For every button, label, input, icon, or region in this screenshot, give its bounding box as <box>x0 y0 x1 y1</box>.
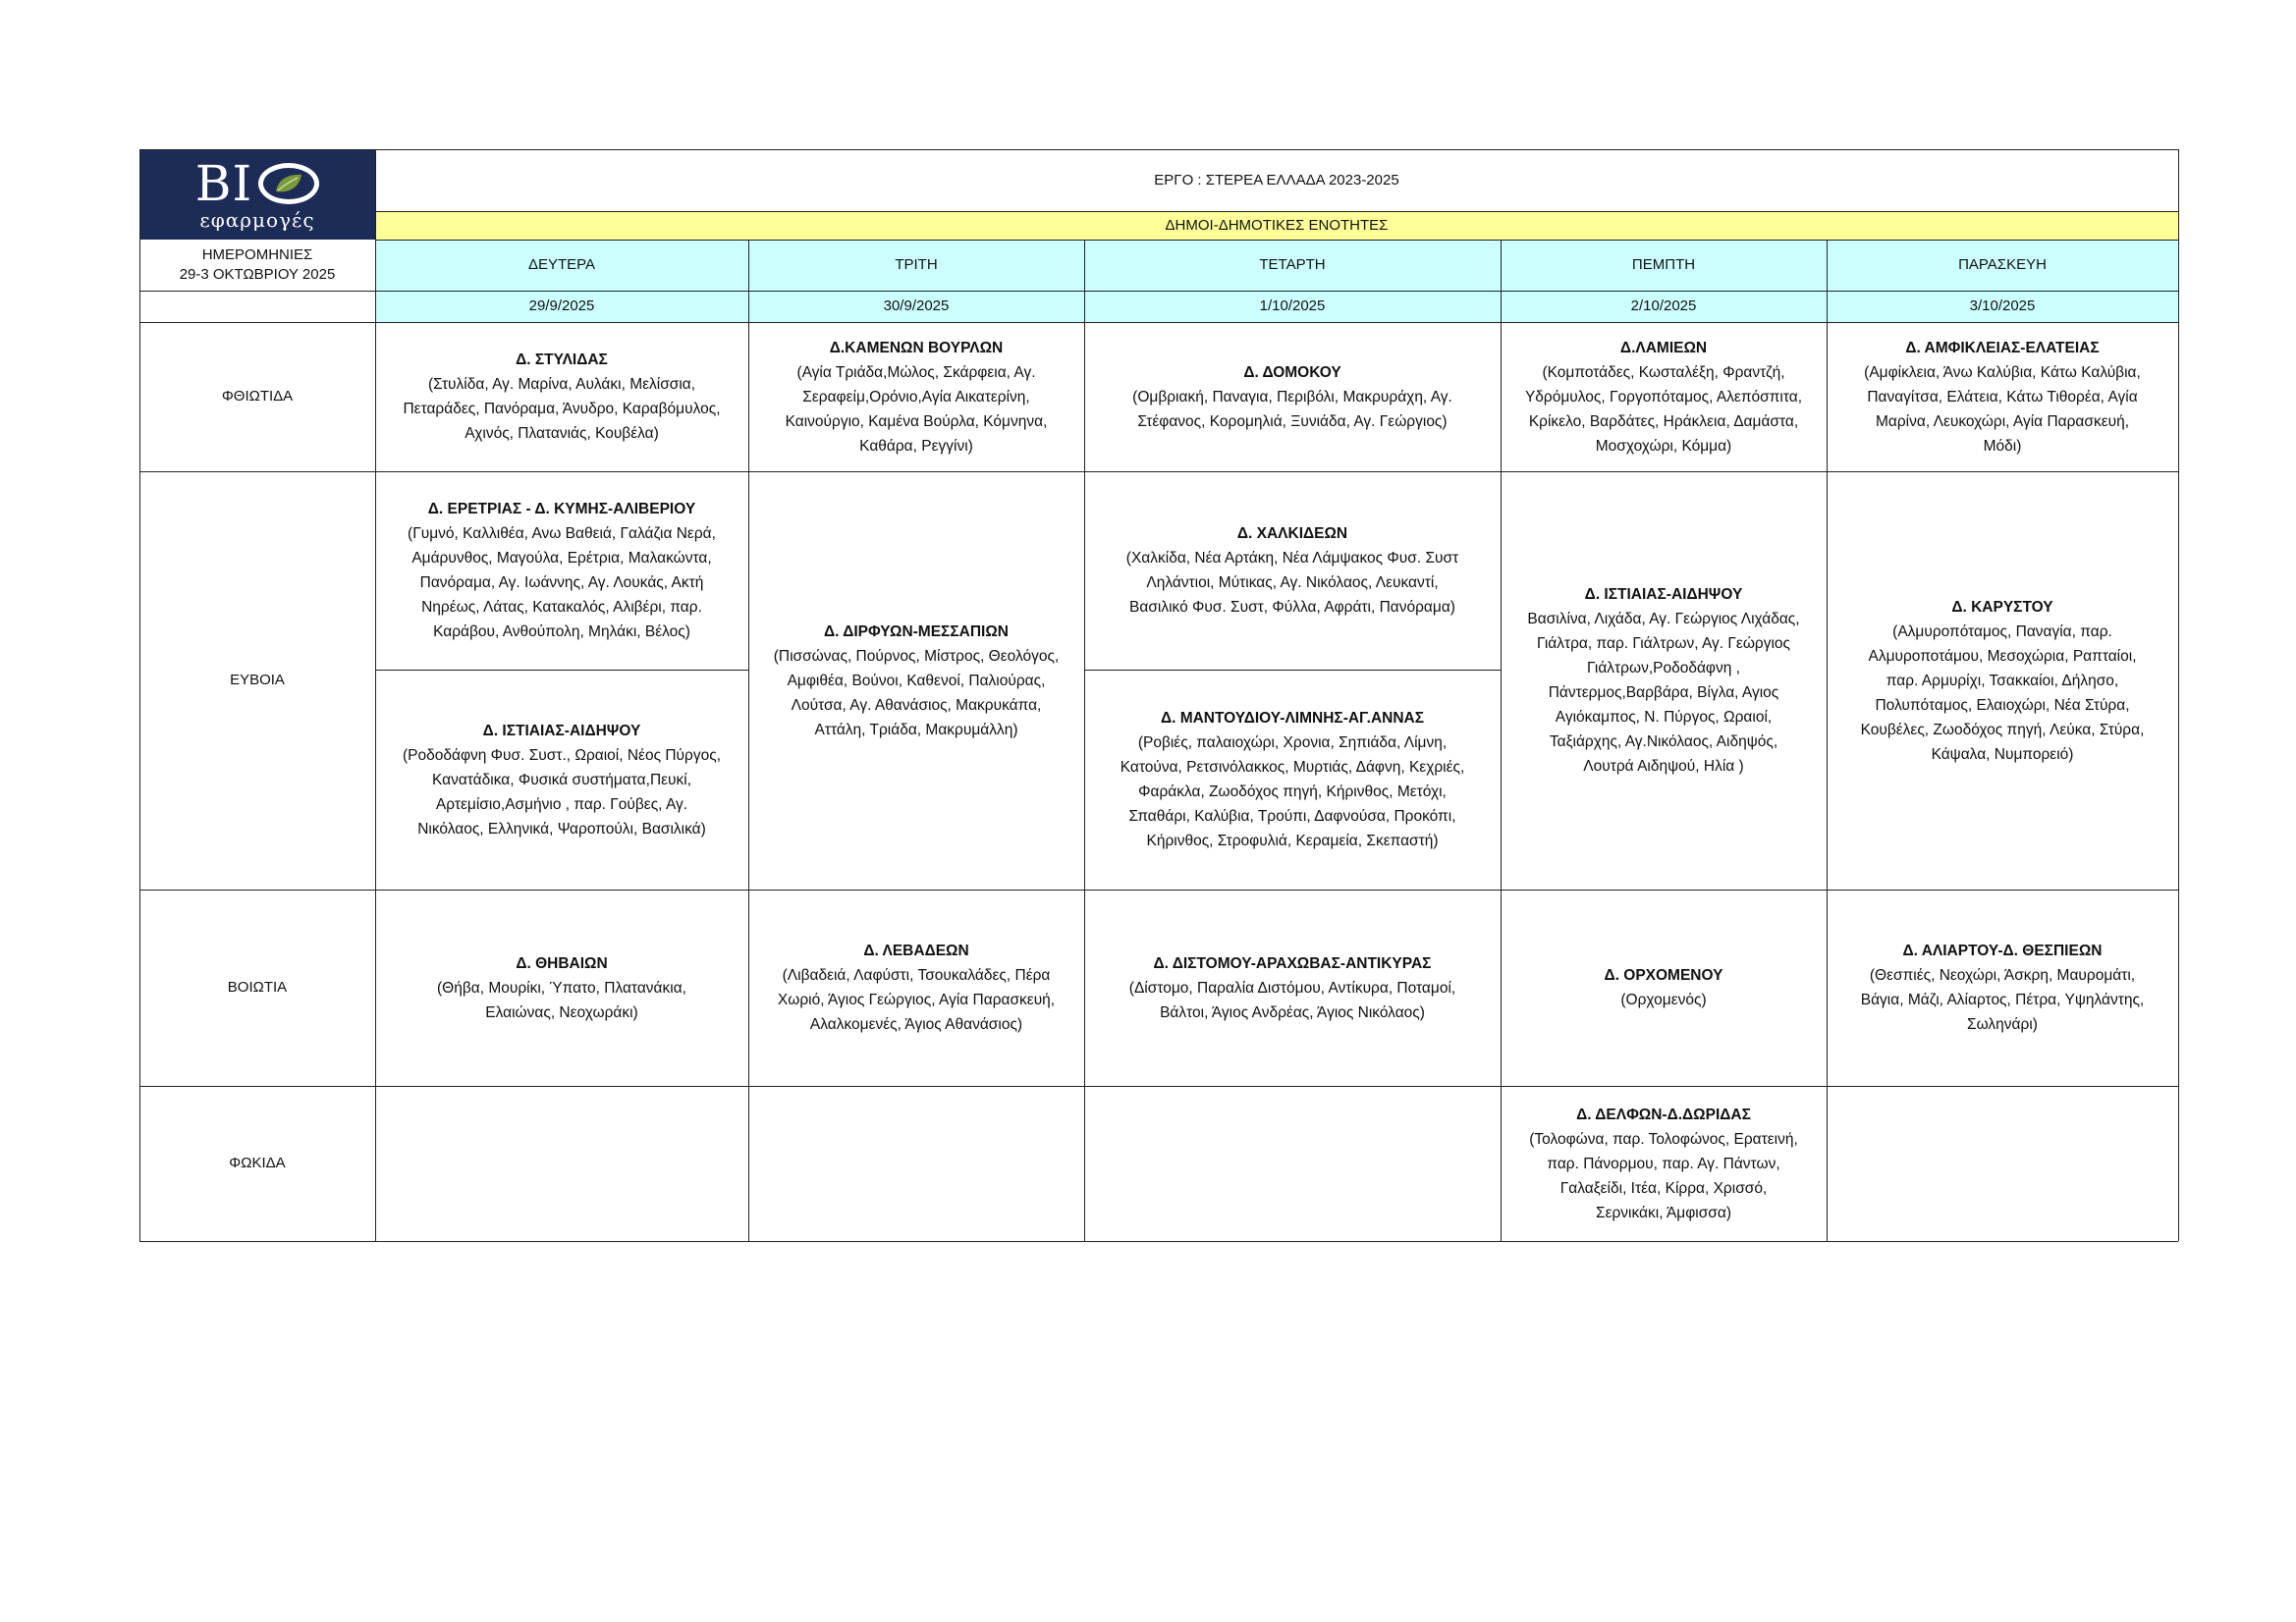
municipality-areas-line: (Γυμνό, Καλλιθέα, Ανω Βαθειά, Γαλάζια Νερά, <box>408 525 716 542</box>
municipality-title: Δ. ΚΑΡΥΣΤΟΥ <box>1951 598 2053 616</box>
municipality-title: Δ. ΛΕΒΑΔΕΩΝ <box>863 943 969 959</box>
municipality-areas-line: Καράβου, Ανθούπολη, Μηλάκι, Βέλος) <box>433 623 690 640</box>
municipality-title: Δ. ΔΟΜΟΚΟΥ <box>1243 363 1341 381</box>
grid-line <box>139 291 2178 292</box>
municipality-areas-line: (Θήβα, Μουρίκι, Ύπατο, Πλατανάκια, <box>437 979 686 997</box>
cell-evia-friday <box>1827 471 2178 890</box>
municipality-areas-line: Πεταράδες, Πανόραμα, Άνυδρο, Καραβόμυλος, <box>403 401 721 417</box>
municipality-areas-line: Βάλτοι, Άγιος Ανδρέας, Άγιος Νικόλαος) <box>1160 1003 1425 1021</box>
municipality-areas-line: Βάγια, Μάζι, Αλίαρτος, Πέτρα, Υψηλάντης, <box>1860 992 2145 1008</box>
municipality-areas-line: Αλμυροποτάμου, Μεσοχώρια, Ραπταίοι, <box>1868 647 2137 665</box>
municipality-areas-line: Νικόλαος, Ελληνικά, Ψαροπούλι, Βασιλικά) <box>417 820 706 838</box>
municipality-areas-line: Στέφανος, Κορομηλιά, Ξυνιάδα, Αγ. Γεώργιος) <box>1137 412 1448 430</box>
date-friday: 3/10/2025 <box>1969 297 2036 314</box>
municipality-areas-line: Αγιόκαμπος, Ν. Πύργος, Ωραιοί, <box>1555 709 1773 726</box>
region-fthiotida: ΦΘΙΩΤΙΔΑ <box>221 388 294 405</box>
cell-evia-monday-b <box>375 670 748 890</box>
municipality-areas-line: Σεραφείμ,Ορόνιο,Αγία Αικατερίνη, <box>802 388 1030 406</box>
municipality-areas-line: Κανατάδικα, Φυσικά συστήματα,Πευκί, <box>431 771 692 788</box>
municipality-title: Δ. ΔΙΡΦΥΩΝ-ΜΕΣΣΑΠΙΩΝ <box>824 622 1009 640</box>
municipality-areas-line: Πολυπόταμος, Ελαιοχώρι, Νέα Στύρα, <box>1875 696 2130 714</box>
grid-line <box>748 240 749 1241</box>
municipality-areas-line: (Ορχομενός) <box>1620 992 1707 1008</box>
municipality-title: Δ. ΑΜΦΙΚΛΕΙΑΣ-ΕΛΑΤΕΙΑΣ <box>1905 339 2100 356</box>
date-tuesday: 30/9/2025 <box>883 297 950 314</box>
municipality-areas-line: Ελαιώνας, Νεοχωράκι) <box>485 1003 638 1021</box>
cell-fthiotida-tuesday <box>748 322 1084 471</box>
municipality-title: Δ. ΔΕΛΦΩΝ-Δ.ΔΩΡΙΔΑΣ <box>1576 1106 1751 1123</box>
date-wednesday: 1/10/2025 <box>1259 297 1326 314</box>
municipality-areas-line: Λουτρά Αιδηψού, Ηλία ) <box>1583 758 1744 775</box>
municipality-areas-line: (Πισσώνας, Πούρνος, Μίστρος, Θεολόγος, <box>773 647 1060 665</box>
grid-line <box>139 1086 2178 1087</box>
municipality-areas-line: Γαλαξείδι, Ιτέα, Κίρρα, Χρισσό, <box>1559 1179 1768 1197</box>
municipality-areas-line: Ταξιάρχης, Αγ.Νικόλαος, Αιδηψός, <box>1549 733 1778 750</box>
municipality-areas-line: (Αλμυροπόταμος, Παναγία, παρ. <box>1892 622 2112 640</box>
municipality-areas-line: Σωληνάρι) <box>1967 1016 2038 1033</box>
municipality-areas-line: Κρίκελο, Βαρδάτες, Ηράκλεια, Δαμάστα, <box>1528 412 1799 430</box>
municipality-title: Δ. ΟΡΧΟΜΕΝΟΥ <box>1604 967 1723 984</box>
leaf-icon <box>272 172 305 195</box>
municipality-areas-line: Σερνικάκι, Άμφισσα) <box>1595 1204 1731 1221</box>
municipality-areas-line: Καθάρα, Ρεγγίνι) <box>859 437 973 455</box>
municipality-areas-line: (Χαλκίδα, Νέα Αρτάκη, Νέα Λάμψακος Φυσ. Συστ <box>1125 550 1459 567</box>
grid-line <box>139 149 2178 150</box>
municipality-areas-line: (Ομβριακή, Παναγια, Περιβόλι, Μακρυράχη, Αγ. <box>1132 388 1452 406</box>
municipality-areas-line: Αμφιθέα, Βούνοι, Καθενοί, Παλιούρας, <box>787 672 1046 689</box>
cell-fthiotida-thursday <box>1501 322 1827 471</box>
municipality-title: Δ. ΘΗΒΑΙΩΝ <box>516 954 608 972</box>
municipality-areas-line: Λούτσα, Αγ. Αθανάσιος, Μακρυκάπα, <box>791 696 1042 714</box>
logo-subtitle: εφαρμογές <box>199 208 315 232</box>
municipality-title: Δ. ΜΑΝΤΟΥΔΙΟΥ-ΛΙΜΝΗΣ-ΑΓ.ΑΝΝΑΣ <box>1160 710 1425 727</box>
municipality-areas-line: (Αμφίκλεια, Άνω Καλύβια, Κάτω Καλύβια, <box>1864 363 2141 381</box>
region-fokida: ΦΩΚΙΔΑ <box>229 1155 286 1171</box>
cell-viotia-monday <box>375 890 748 1086</box>
cell-fokida-thursday <box>1501 1086 1827 1241</box>
dates-label-line1: ΗΜΕΡΟΜΗΝΙΕΣ <box>201 246 313 263</box>
date-thursday: 2/10/2025 <box>1630 297 1697 314</box>
municipality-areas-line: Χωριό, Άγιος Γεώργιος, Αγία Παρασκευή, <box>777 992 1056 1008</box>
cell-evia-wednesday-b <box>1084 670 1501 890</box>
grid-line <box>1827 240 1828 1241</box>
company-logo <box>139 149 375 240</box>
grid-line <box>139 322 2178 323</box>
municipality-areas-line: παρ. Αρμυρίχι, Τσακκαίοι, Δήλησο, <box>1886 672 2119 689</box>
municipality-areas-line: Παναγίτσα, Ελάτεια, Κάτω Τιθορέα, Αγία <box>1867 388 2138 406</box>
day-wednesday: ΤΕΤΑΡΤΗ <box>1259 256 1326 273</box>
grid-line <box>139 149 140 1241</box>
municipality-areas-line: (Κομποτάδες, Κωσταλέξη, Φραντζή, <box>1542 363 1785 381</box>
logo-letters: BI <box>194 155 253 212</box>
dates-label-line2: 29-3 ΟΚΤΩΒΡΙΟΥ 2025 <box>179 266 336 283</box>
dates-label <box>139 240 375 291</box>
municipality-areas-line: Ληλάντιοι, Μύτικας, Αγ. Νικόλαος, Λευκαντί, <box>1146 574 1439 591</box>
grid-line <box>375 670 748 671</box>
municipality-areas-line: Νηρέως, Λάτας, Κατακαλός, Αλιβέρι, παρ. <box>421 599 702 616</box>
day-friday: ΠΑΡΑΣΚΕΥΗ <box>1958 256 2047 273</box>
day-tuesday: ΤΡΙΤΗ <box>895 256 938 273</box>
grid-line <box>1084 240 1085 1241</box>
municipality-areas-line: Μοσχοχώρι, Κόμμα) <box>1595 437 1732 455</box>
cell-viotia-thursday <box>1501 890 1827 1086</box>
grid-line <box>375 240 2178 241</box>
municipality-title: Δ. ΑΛΙΑΡΤΟΥ-Δ. ΘΕΣΠΙΕΩΝ <box>1902 943 2103 959</box>
municipality-areas-line: Πανόραμα, Αγ. Ιωάννης, Αγ. Λουκάς, Ακτή <box>419 574 704 591</box>
municipality-areas-line: Αρτεμίσιο,Ασμήνιο , παρ. Γούβες, Αγ. <box>435 795 688 813</box>
cell-viotia-friday <box>1827 890 2178 1086</box>
municipality-areas-line: (Τολοφώνα, παρ. Τολοφώνος, Ερατεινή, <box>1529 1130 1798 1148</box>
date-monday: 29/9/2025 <box>528 297 595 314</box>
grid-line <box>1084 670 1501 671</box>
municipality-areas-line: Μαρίνα, Λευκοχώρι, Αγία Παρασκευή, <box>1875 412 2130 430</box>
municipality-areas-line: Φαράκλα, Ζωοδόχος πηγή, Κήρινθος, Μετόχι, <box>1138 784 1447 800</box>
cell-evia-monday-a <box>375 471 748 670</box>
municipality-areas-line: (Δίστομο, Παραλία Διστόμου, Αντίκυρα, Ποταμοί, <box>1128 979 1456 997</box>
municipality-areas-line: (Θεσπιές, Νεοχώρι, Άσκρη, Μαυρομάτι, <box>1869 967 2136 984</box>
cell-fthiotida-monday <box>375 322 748 471</box>
region-evia: ΕΥΒΟΙΑ <box>230 672 285 688</box>
municipality-areas-line: Αττάλη, Τριάδα, Μακρυμάλλη) <box>814 721 1018 738</box>
municipality-areas-line: Κουβέλες, Ζωοδόχος πηγή, Λεύκα, Στύρα, <box>1860 721 2145 738</box>
grid-line <box>139 1241 2178 1242</box>
cell-fthiotida-friday <box>1827 322 2178 471</box>
cell-evia-tuesday <box>748 471 1084 890</box>
grid-line <box>375 211 2178 212</box>
cell-viotia-tuesday <box>748 890 1084 1086</box>
logo-o-ring <box>258 163 319 204</box>
day-thursday: ΠΕΜΠΤΗ <box>1631 256 1696 273</box>
municipality-areas-line: (Αγία Τριάδα,Μώλος, Σκάρφεια, Αγ. <box>796 363 1036 381</box>
municipality-areas-line: Βασιλικό Φυσ. Συστ, Φύλλα, Αφράτι, Πανόραμα) <box>1129 599 1455 616</box>
municipality-areas-line: (Λιβαδειά, Λαφύστι, Τσουκαλάδες, Πέρα <box>782 967 1051 984</box>
municipality-areas-line: Κάψαλα, Νυμπορειό) <box>1931 745 2074 763</box>
municipality-areas-line: (Στυλίδα, Αγ. Μαρίνα, Αυλάκι, Μελίσσια, <box>427 376 696 393</box>
grid-line <box>2178 149 2179 1241</box>
municipality-title: Δ.ΚΑΜΕΝΩΝ ΒΟΥΡΛΩΝ <box>829 339 1004 356</box>
municipality-areas-line: Σπαθάρι, Καλύβια, Τρούπι, Δαφνούσα, Προκόπι, <box>1128 808 1456 825</box>
region-viotia: ΒΟΙΩΤΙΑ <box>227 979 288 996</box>
municipality-areas-line: Γιάλτρα, παρ. Γιάλτρων, Αγ. Γεώργιος <box>1536 635 1791 652</box>
municipality-title: Δ.ΛΑΜΙΕΩΝ <box>1619 339 1708 356</box>
municipality-areas-line: Αλαλκομενές, Άγιος Αθανάσιος) <box>809 1016 1023 1033</box>
cell-fthiotida-wednesday <box>1084 322 1501 471</box>
grid-line <box>1501 240 1502 1241</box>
municipality-areas-line: Αχινός, Πλατανιάς, Κουβέλα) <box>465 425 659 442</box>
municipality-title: Δ. ΔΙΣΤΟΜΟΥ-ΑΡΑΧΩΒΑΣ-ΑΝΤΙΚΥΡΑΣ <box>1153 954 1432 972</box>
municipality-areas-line: παρ. Πάνορμου, παρ. Αγ. Πάντων, <box>1547 1155 1780 1172</box>
project-title: ΕΡΓΟ : ΣΤΕΡΕΑ ΕΛΛΑΔΑ 2023-2025 <box>1154 171 1399 189</box>
cell-evia-thursday <box>1501 471 1827 890</box>
grid-line <box>139 471 2178 472</box>
municipality-areas-line: Υδρόμυλος, Γοργοπόταμος, Αλεπόσπιτα, <box>1524 388 1803 406</box>
cell-evia-wednesday-a <box>1084 471 1501 670</box>
municipality-areas-line: (Ροδοδάφνη Φυσ. Συστ., Ωραιοί, Νέος Πύργος, <box>403 746 721 764</box>
day-monday: ΔΕΥΤΕΡΑ <box>527 256 596 273</box>
grid-line <box>139 890 2178 891</box>
municipality-areas-line: Κήρινθος, Στροφυλιά, Κεραμεία, Σκεπαστή) <box>1146 833 1439 849</box>
municipality-title: Δ. ΙΣΤΙΑΙΑΣ-ΑΙΔΗΨΟΥ <box>1584 586 1743 603</box>
municipality-title: Δ. ΧΑΛΚΙΔΕΩΝ <box>1236 525 1348 542</box>
cell-viotia-wednesday <box>1084 890 1501 1086</box>
municipality-areas-line: Καινούργιο, Καμένα Βούρλα, Κόμνηνα, <box>785 412 1048 430</box>
municipality-title: Δ. ΕΡΕΤΡΙΑΣ - Δ. ΚΥΜΗΣ-ΑΛΙΒΕΡΙΟΥ <box>427 501 696 517</box>
municipality-areas-line: Κατούνα, Ρετσινόλακκος, Μυρτιάς, Δάφνη, Κεχριές, <box>1120 759 1465 776</box>
municipality-areas-line: (Ροβιές, παλαιοχώρι, Χρονια, Σηπιάδα, Λίμνη, <box>1137 734 1448 751</box>
municipality-areas-line: Γιάλτρων,Ροδοδάφνη , <box>1587 660 1740 676</box>
municipality-areas-line: Πάντερμος,Βαρβάρα, Βίγλα, Αγιος <box>1548 684 1779 701</box>
grid-line <box>375 149 376 1241</box>
municipality-areas-line: Βασιλίνα, Λιχάδα, Αγ. Γεώργιος Λιχάδας, <box>1527 611 1800 627</box>
municipality-areas-line: Μόδι) <box>1983 437 2022 455</box>
municipality-areas-line: Αμάρυνθος, Μαγούλα, Ερέτρια, Μαλακώντα, <box>411 550 712 567</box>
municipality-title: Δ. ΙΣΤΙΑΙΑΣ-ΑΙΔΗΨΟΥ <box>482 722 641 739</box>
subtitle: ΔΗΜΟΙ-ΔΗΜΟΤΙΚΕΣ ΕΝΟΤΗΤΕΣ <box>1165 216 1389 234</box>
municipality-title: Δ. ΣΤΥΛΙΔΑΣ <box>516 351 608 368</box>
